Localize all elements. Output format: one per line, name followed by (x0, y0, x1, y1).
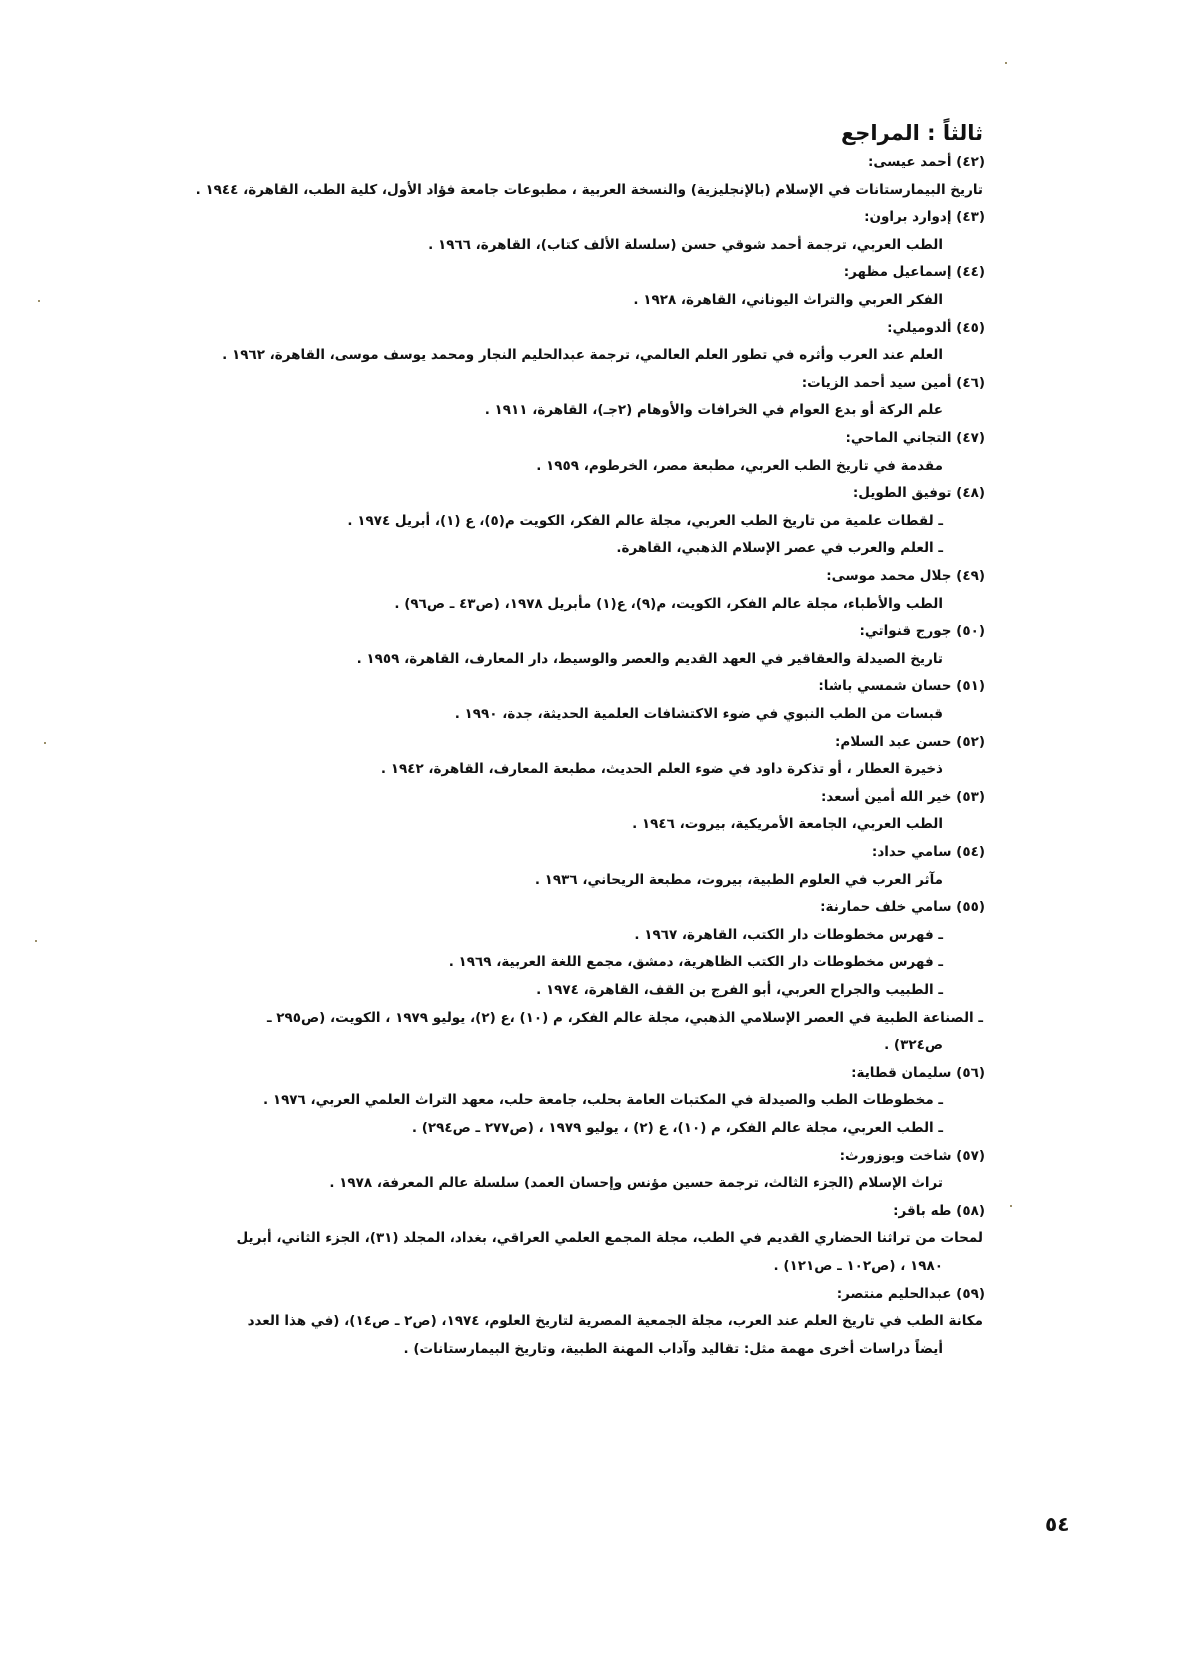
reference-entry: الطب العربي، الجامعة الأمريكية، بيروت، ١٩٤٦ . (632, 816, 943, 832)
scan-speck (1005, 62, 1007, 64)
reference-author: (٥٢) حسن عبد السلام: (834, 734, 985, 750)
reference-entry: ذخيرة العطار ، أو تذكرة داود في ضوء العلم الحديث، مطبعة المعارف، القاهرة، ١٩٤٢ . (380, 761, 943, 777)
reference-author: (٥٨) طه باقر: (893, 1203, 985, 1219)
reference-entry: مقدمة في تاريخ الطب العربي، مطبعة مصر، الخرطوم، ١٩٥٩ . (536, 458, 943, 474)
reference-author: (٤٧) التجاني الماحي: (845, 430, 985, 446)
reference-entry: ـ الصناعة الطبية في العصر الإسلامي الذهبي، مجلة عالم الفكر، م (١٠) ،ع (٢)، يوليو ١٩٧٩ ، الكويت، (ص٢٩٥ ـ (266, 1010, 983, 1026)
reference-entry: الطب العربي، ترجمة أحمد شوقي حسن (سلسلة الألف كتاب)، القاهرة، ١٩٦٦ . (428, 237, 943, 253)
reference-entry: مآثر العرب في العلوم الطبية، بيروت، مطبعة الريحاني، ١٩٣٦ . (534, 872, 943, 888)
reference-author: (٤٥) ألدوميلي: (887, 320, 985, 336)
reference-author: (٥٤) سامي حداد: (871, 844, 985, 860)
reference-author: (٤٢) أحمد عيسى: (868, 154, 985, 170)
reference-author: (٥٣) خير الله أمين أسعد: (820, 789, 985, 805)
reference-author: (٤٤) إسماعيل مظهر: (843, 264, 985, 280)
reference-entry: ـ الطب العربي، مجلة عالم الفكر، م (١٠)، ع (٢) ، يوليو ١٩٧٩ ، (ص٢٧٧ ـ ص٢٩٤) . (411, 1120, 943, 1136)
reference-entry: علم الركة أو بدع العوام في الخرافات والأوهام (٢جـ)، القاهرة، ١٩١١ . (484, 402, 943, 418)
reference-entry: مكانة الطب في تاريخ العلم عند العرب، مجلة الجمعية المصرية لتاريخ العلوم، ١٩٧٤، (ص٢ ـ ص١٤)، (في هذا العدد (247, 1313, 983, 1329)
reference-author: (٥١) حسان شمسي باشا: (818, 678, 985, 694)
section-heading: ثالثاً : المراجع (840, 121, 983, 145)
reference-entry: قبسات من الطب النبوي في ضوء الاكتشافات العلمية الحديثة، جدة، ١٩٩٠ . (454, 706, 943, 722)
scan-speck (35, 940, 37, 942)
reference-entry: ـ لقطات علمية من تاريخ الطب العربي، مجلة عالم الفكر، الكويت م(٥)، ع (١)، أبريل ١٩٧٤ . (347, 513, 943, 529)
scan-speck (38, 300, 40, 302)
reference-entry: تاريخ البيمارستانات في الإسلام (بالإنجليزية) والنسخة العربية ، مطبوعات جامعة فؤاد الأول، كلية الطب، القاهرة، ١٩٤٤ . (195, 182, 983, 198)
page-number: ٥٤ (1045, 1512, 1070, 1536)
reference-entry: ـ مخطوطات الطب والصيدلة في المكتبات العامة بحلب، جامعة حلب، معهد التراث العلمي العربي، ١٩٧٦ . (262, 1092, 943, 1108)
reference-entry: أيضاً دراسات أخرى مهمة مثل: تقاليد وآداب المهنة الطبية، وتاريخ البيمارستانات) . (403, 1341, 943, 1357)
reference-entry: ١٩٨٠ ، (ص١٠٢ ـ ص١٢١) . (773, 1258, 943, 1274)
reference-author: (٤٩) جلال محمد موسى: (826, 568, 985, 584)
reference-entry: العلم عند العرب وأثره في تطور العلم العالمي، ترجمة عبدالحليم النجار ومحمد يوسف موسى، القاهرة، ١٩٦٢ . (222, 347, 943, 363)
reference-entry: تاريخ الصيدلة والعقاقير في العهد القديم والعصر والوسيط، دار المعارف، القاهرة، ١٩٥٩ . (356, 651, 943, 667)
reference-entry: الفكر العربي والتراث اليوناني، القاهرة، ١٩٢٨ . (633, 292, 943, 308)
reference-entry: الطب والأطباء، مجلة عالم الفكر، الكويت، م(٩)، ع(١) مأبريل ١٩٧٨، (ص٤٣ ـ ص٩٦) . (394, 596, 943, 612)
reference-entry: ص٣٢٤) . (884, 1037, 943, 1053)
scan-speck (44, 742, 46, 744)
reference-entry: ـ الطبيب والجراح العربي، أبو الفرج بن القف، القاهرة، ١٩٧٤ . (536, 982, 943, 998)
reference-author: (٥٦) سليمان قطاية: (851, 1065, 985, 1081)
reference-author: (٥٧) شاخت وبوزورث: (839, 1148, 985, 1164)
reference-author: (٤٨) توفيق الطويل: (852, 485, 985, 501)
reference-entry: ـ فهرس مخطوطات دار الكتب، القاهرة، ١٩٦٧ . (634, 927, 943, 943)
reference-author: (٥٠) جورج قنواتي: (859, 623, 985, 639)
reference-author: (٥٥) سامي خلف حمارنة: (820, 899, 985, 915)
reference-author: (٤٦) أمين سيد أحمد الزيات: (801, 375, 985, 391)
reference-entry: ـ العلم والعرب في عصر الإسلام الذهبي، القاهرة. (616, 540, 943, 556)
reference-author: (٤٣) إدوارد براون: (864, 209, 985, 225)
reference-entry: ـ فهرس مخطوطات دار الكتب الظاهرية، دمشق، مجمع اللغة العربية، ١٩٦٩ . (448, 954, 943, 970)
reference-entry: لمحات من تراثنا الحضاري القديم في الطب، مجلة المجمع العلمي العراقي، بغداد، المجلد (٣١)، الجزء الثاني، أبريل (236, 1230, 983, 1246)
reference-author: (٥٩) عبدالحليم منتصر: (836, 1286, 985, 1302)
reference-entry: تراث الإسلام (الجزء الثالث، ترجمة حسين مؤنس وإحسان العمد) سلسلة عالم المعرفة، ١٩٧٨ . (329, 1175, 943, 1191)
scan-speck (1010, 1205, 1012, 1207)
